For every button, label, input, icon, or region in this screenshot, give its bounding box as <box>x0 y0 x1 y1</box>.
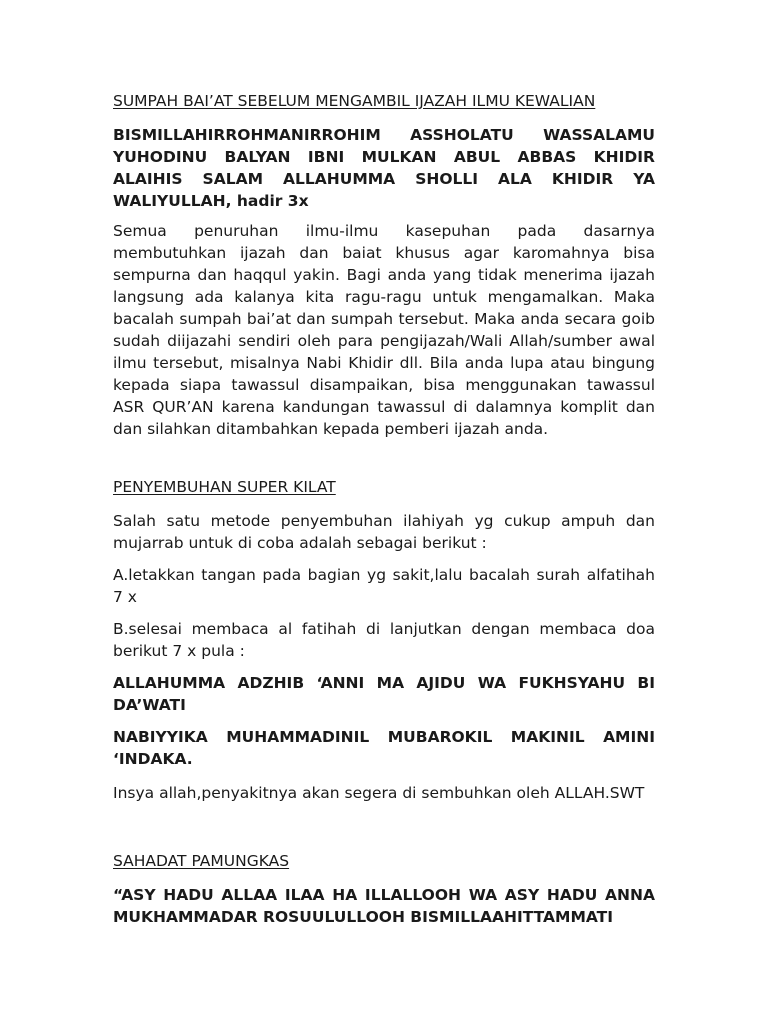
body-paragraph-2: Salah satu metode penyembuhan ilahiyah yg cukup ampuh dan mujarrab untuk di coba adalah sebagai berikut : <box>113 512 655 552</box>
section-title-sumpah-baiat: SUMPAH BAI’AT SEBELUM MENGAMBIL IJAZAH ILMU KEWALIAN <box>113 92 596 110</box>
bold-prayer-text-3: NABIYYIKA MUHAMMADINIL MUBAROKIL MAKINIL AMINI ‘INDAKA. <box>113 728 655 768</box>
section-title-penyembuhan: PENYEMBUHAN SUPER KILAT <box>113 478 336 496</box>
body-paragraph-1: Semua penuruhan ilmu-ilmu kasepuhan pada dasarnya membutuhkan ijazah dan baiat khusus agar karomahnya bisa sempurna dan haqqul yakin. Bagi anda yang tidak menerima ijazah langsung ada kalanya kita ragu-ragu untuk mengamalkan. Maka bacalah sumpah bai’at dan sumpah tersebut. Maka anda secara goib sudah diijazahi sendiri oleh para pengijazah/Wali Allah/sumber awal ilmu tersebut, misalnya Nabi Khidir dll. Bila anda lupa atau bingung kepada siapa tawassul disampaikan, bisa menggunakan tawassul ASR QUR’AN karena kandungan tawassul di dalamnya komplit dan dan silahkan ditambahkan kepada pemberi ijazah anda. <box>113 222 655 438</box>
bold-prayer-text-2: ALLAHUMMA ADZHIB ‘ANNI MA AJIDU WA FUKHSYAHU BI DA’WATI <box>113 674 655 714</box>
body-paragraph-5: Insya allah,penyakitnya akan segera di sembuhkan oleh ALLAH.SWT <box>113 784 645 802</box>
section-title-sahadat: SAHADAT PAMUNGKAS <box>113 852 290 870</box>
body-paragraph-3: A.letakkan tangan pada bagian yg sakit,lalu bacalah surah alfatihah 7 x <box>113 566 655 606</box>
body-paragraph-4: B.selesai membaca al fatihah di lanjutkan dengan membaca doa berikut 7 x pula : <box>113 620 655 660</box>
bold-prayer-text-4: “ASY HADU ALLAA ILAA HA ILLALLOOH WA ASY HADU ANNA MUKHAMMADAR ROSUULULLOOH BISMILLAAHITTAMMATI <box>113 886 655 926</box>
bold-prayer-text-1: BISMILLAHIRROHMANIRROHIM ASSHOLATU WASSALAMU YUHODINU BALYAN IBNI MULKAN ABUL ABBAS KHIDIR ALAIHIS SALAM ALLAHUMMA SHOLLI ALA KHIDIR YA WALIYULLAH, hadir 3x <box>113 126 655 210</box>
